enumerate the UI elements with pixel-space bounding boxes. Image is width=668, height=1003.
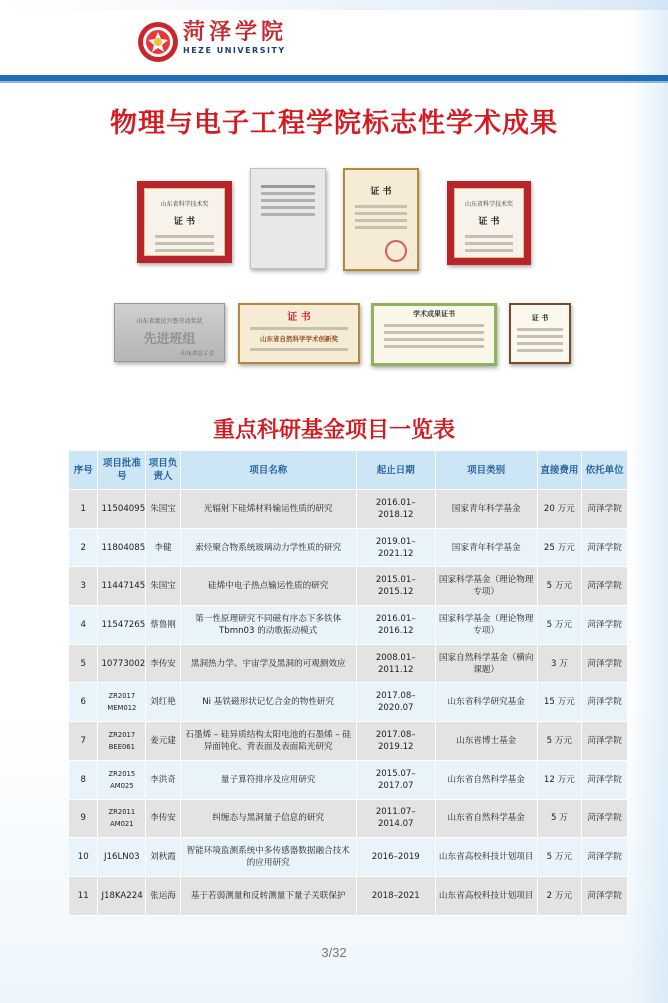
cell-leader: 朱国宝 [146, 490, 181, 529]
right-decoration [628, 0, 668, 1003]
cell-fund: 15 万元 [537, 683, 582, 722]
cell-unit: 菏泽学院 [582, 838, 628, 877]
award-plaque-image [114, 303, 225, 362]
header-divider-thin [0, 81, 668, 83]
cell-period: 2015.07–2017.07 [356, 760, 435, 799]
cell-no: 9 [69, 799, 98, 838]
certificate-title: 证 书 [478, 217, 500, 227]
column-header: 项目类别 [435, 451, 537, 490]
cell-period: 2017.08–2020.07 [356, 683, 435, 722]
cell-category: 山东省科学研究基金 [435, 683, 537, 722]
cell-name: 纠缠态与黑洞量子信息的研究 [180, 799, 356, 838]
cell-name: 索烃聚合物系统玻璃动力学性质的研究 [180, 528, 356, 567]
cell-fund: 5 万元 [537, 838, 582, 877]
certificate-title: 证 书 [370, 187, 392, 197]
table-row [69, 838, 628, 877]
cell-category: 国家青年科学基金 [435, 528, 537, 567]
cell-unit: 菏泽学院 [582, 683, 628, 722]
cell-period: 2015.01–2015.12 [356, 567, 435, 606]
cell-code: J16LN03 [98, 838, 146, 877]
cell-period: 2011.07–2014.07 [356, 799, 435, 838]
cell-leader: 李传安 [146, 799, 181, 838]
cell-category: 国家自然科学基金（横向课题） [435, 644, 537, 683]
cell-unit: 菏泽学院 [582, 644, 628, 683]
certificate-image [371, 303, 497, 366]
cell-leader: 朱国宝 [146, 567, 181, 606]
cell-period: 2018–2021 [356, 876, 435, 915]
funding-table [68, 450, 628, 916]
cell-no: 2 [69, 528, 98, 567]
certificate-image [137, 181, 232, 263]
plaque-title: 先进班组 [143, 332, 196, 347]
cell-name: 第一性原理研究不同磁有序态下多铁体Tbmn03 的动歌振动模式 [180, 606, 356, 645]
cell-period: 2019.01–2021.12 [356, 528, 435, 567]
column-header: 序号 [69, 451, 98, 490]
cell-unit: 菏泽学院 [582, 722, 628, 761]
column-header: 起止日期 [356, 451, 435, 490]
cell-code: J18KA224 [98, 876, 146, 915]
table-row [69, 606, 628, 645]
table-row [69, 722, 628, 761]
table-row [69, 490, 628, 529]
cell-code: 11804085 [98, 528, 146, 567]
cell-leader: 刘红艳 [146, 683, 181, 722]
cell-period: 2016.01–2018.12 [356, 490, 435, 529]
cell-category: 国家青年科学基金 [435, 490, 537, 529]
cell-code: 11447145 [98, 567, 146, 606]
table-header-row [69, 451, 628, 490]
cell-fund: 5 万 [537, 799, 582, 838]
certificate-heading: 山东省科学技术奖 [464, 201, 513, 208]
cell-period: 2017.08–2019.12 [356, 722, 435, 761]
table-row [69, 799, 628, 838]
cell-period: 2008.01–2011.12 [356, 644, 435, 683]
cell-leader: 蔡鲁刚 [146, 606, 181, 645]
cell-fund: 25 万元 [537, 528, 582, 567]
page-indicator: 3/32 [321, 945, 347, 960]
certificate-title: 证 书 [287, 312, 311, 323]
cell-leader: 李洪奇 [146, 760, 181, 799]
cell-no: 7 [69, 722, 98, 761]
column-header: 依托单位 [582, 451, 628, 490]
cell-period: 2016–2019 [356, 838, 435, 877]
certificate-heading: 山东省科学技术奖 [160, 201, 209, 208]
cell-name: 基于若弱测量和反转测量下量子关联保护 [180, 876, 356, 915]
cell-code: 10773002 [98, 644, 146, 683]
university-name-cn: 菏泽学院 [183, 19, 288, 45]
cell-period: 2016.01–2016.12 [356, 606, 435, 645]
cell-leader: 张运海 [146, 876, 181, 915]
cell-leader: 李传安 [146, 644, 181, 683]
cell-unit: 菏泽学院 [582, 528, 628, 567]
cell-code: ZR2015 AM025 [98, 760, 146, 799]
cell-name: 硅烯中电子热点输运性质的研究 [180, 567, 356, 606]
cell-fund: 5 万元 [537, 567, 582, 606]
cell-name: 智能环境监测系统中多传感器数据融合技术的应用研究 [180, 838, 356, 877]
cell-no: 10 [69, 838, 98, 877]
cell-leader: 李健 [146, 528, 181, 567]
cell-leader: 刘秋霞 [146, 838, 181, 877]
university-seal-icon [137, 21, 179, 63]
cell-no: 5 [69, 644, 98, 683]
cell-category: 山东省自然科学基金 [435, 760, 537, 799]
cell-code: ZR2011 AM021 [98, 799, 146, 838]
cell-unit: 菏泽学院 [582, 876, 628, 915]
certificate-image [250, 168, 326, 269]
cell-no: 8 [69, 760, 98, 799]
cell-category: 山东省自然科学基金 [435, 799, 537, 838]
cell-code: 11504095 [98, 490, 146, 529]
cell-name: Ni 基铁磁形状记忆合金的物性研究 [180, 683, 356, 722]
column-header: 项目负责人 [146, 451, 181, 490]
cell-fund: 2 万元 [537, 876, 582, 915]
cell-no: 3 [69, 567, 98, 606]
cell-fund: 5 万元 [537, 606, 582, 645]
cell-fund: 12 万元 [537, 760, 582, 799]
certificate-title: 学术成果证书 [413, 310, 455, 318]
table-row [69, 760, 628, 799]
cell-name: 量子算符排序及应用研究 [180, 760, 356, 799]
university-name-en: HEZE UNIVERSITY [183, 46, 286, 55]
column-header: 项目名称 [180, 451, 356, 490]
cell-code: ZR2017 MEM012 [98, 683, 146, 722]
cell-fund: 5 万元 [537, 722, 582, 761]
cell-no: 11 [69, 876, 98, 915]
table-row [69, 567, 628, 606]
plaque-issuer: 山东省总工会 [180, 351, 214, 357]
cell-unit: 菏泽学院 [582, 760, 628, 799]
cell-category: 山东省高校科技计划项目 [435, 876, 537, 915]
cell-unit: 菏泽学院 [582, 490, 628, 529]
cell-leader: 姜元建 [146, 722, 181, 761]
cell-name: 黑洞热力学、宇宙学及黑洞的可观测效应 [180, 644, 356, 683]
certificate-image [238, 303, 360, 364]
table-row [69, 528, 628, 567]
cell-fund: 20 万元 [537, 490, 582, 529]
cell-name: 光辐射下硅烯材料输运性质的研究 [180, 490, 356, 529]
cell-no: 4 [69, 606, 98, 645]
certificate-image [447, 181, 531, 265]
table-row [69, 876, 628, 915]
certificate-image [343, 168, 419, 271]
certificate-image [509, 303, 571, 364]
plaque-heading: 山东省富民兴鲁劳动奖状 [136, 318, 203, 325]
cell-code: ZR2017 BEE061 [98, 722, 146, 761]
cell-category: 国家科学基金（理论物理专项） [435, 567, 537, 606]
university-name [183, 18, 287, 55]
certificate-subtitle: 山东省自然科学学术创新奖 [260, 335, 338, 343]
table-row [69, 644, 628, 683]
table-title: 重点科研基金项目一览表 [212, 418, 455, 443]
cell-unit: 菏泽学院 [582, 799, 628, 838]
page-title: 物理与电子工程学院标志性学术成果 [110, 108, 558, 139]
cell-category: 国家科学基金（理论物理专项） [435, 606, 537, 645]
cell-name: 石墨烯 – 硅异质结构太阳电池的石墨烯 – 硅异面钝化、背表面及表面陷光研究 [180, 722, 356, 761]
cell-category: 山东省博士基金 [435, 722, 537, 761]
cell-unit: 菏泽学院 [582, 606, 628, 645]
cell-unit: 菏泽学院 [582, 567, 628, 606]
cell-category: 山东省高校科技计划项目 [435, 838, 537, 877]
cell-no: 1 [69, 490, 98, 529]
cell-code: 11547265 [98, 606, 146, 645]
column-header: 项目批准号 [98, 451, 146, 490]
top-strip [0, 0, 668, 10]
certificate-title: 证 书 [173, 217, 196, 227]
cell-no: 6 [69, 683, 98, 722]
cell-fund: 3 万 [537, 644, 582, 683]
table-row [69, 683, 628, 722]
column-header: 直接费用 [537, 451, 582, 490]
certificate-title: 证 书 [531, 314, 549, 322]
